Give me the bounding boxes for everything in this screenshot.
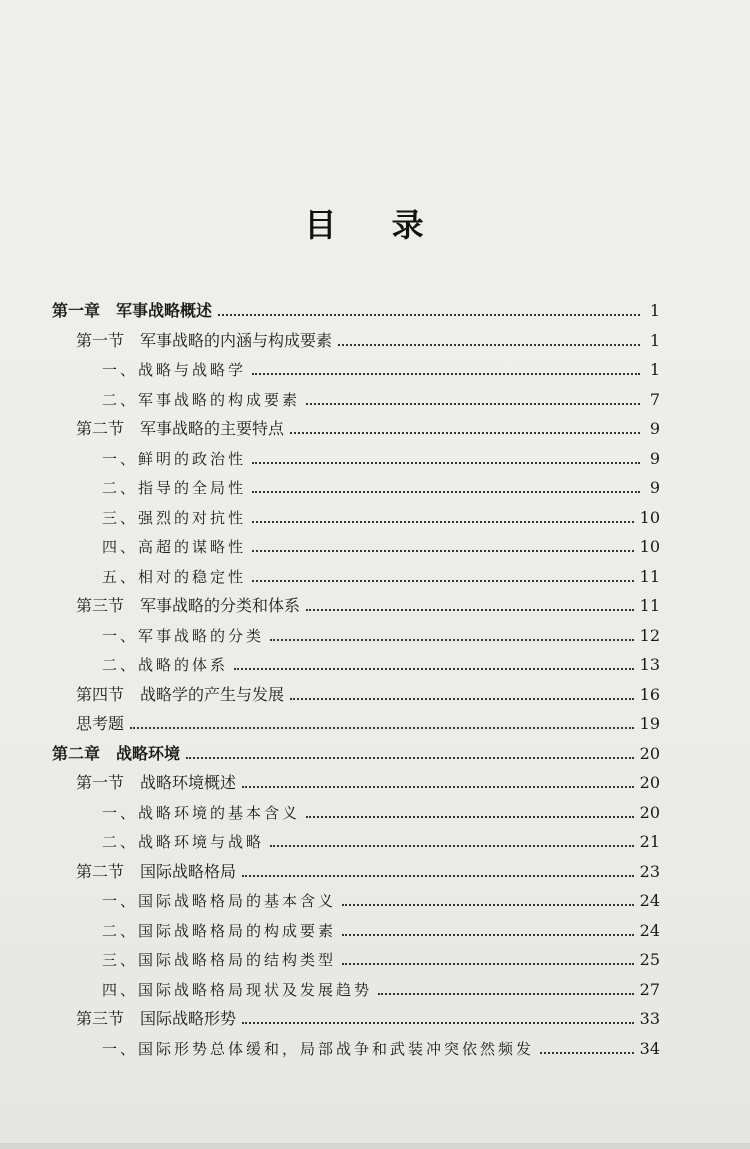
toc-entry-item: [102, 650, 660, 680]
dot-leader: [186, 756, 634, 759]
toc-entry-page: 11: [639, 596, 660, 615]
toc-entry-page: 9: [649, 419, 660, 438]
dot-leader: [342, 962, 634, 965]
toc-entry-page: 25: [639, 950, 660, 969]
toc-entry-page: 33: [639, 1009, 660, 1028]
toc-entry-page: 10: [639, 537, 660, 556]
toc-entry-label: 一、国际战略格局的基本含义: [102, 892, 337, 910]
toc-entry-section: [76, 857, 660, 887]
toc-entry-label: 第四节 战略学的产生与发展: [76, 684, 285, 704]
dot-leader: [540, 1051, 634, 1054]
toc-entry-label: 二、战略的体系: [102, 656, 229, 674]
toc-entry-item: [102, 562, 660, 592]
dot-leader: [306, 608, 634, 611]
dot-leader: [306, 402, 640, 405]
toc-entry-label: 第一章 军事战略概述: [52, 301, 213, 320]
toc-entry-item: [102, 621, 660, 651]
dot-leader: [218, 313, 640, 316]
dot-leader: [234, 667, 634, 670]
toc-entry-label: 第二节 军事战略的主要特点: [76, 419, 285, 438]
toc-entry-section: [76, 326, 660, 356]
toc-entry-item: [102, 503, 660, 533]
dot-leader: [338, 343, 640, 346]
toc-entry-label: 二、指导的全局性: [102, 479, 247, 497]
toc-entry-page: 16: [639, 684, 660, 704]
toc-entry-page: 20: [639, 773, 660, 792]
toc-entry-item: [102, 945, 660, 975]
toc-entry-label: 二、战略环境与战略: [102, 833, 265, 851]
page-title: 目 录: [304, 206, 446, 244]
dot-leader: [130, 726, 634, 729]
toc-entry-label: 一、国际形势总体缓和，局部战争和武装冲突依然频发: [102, 1039, 535, 1058]
toc-entry-label: 五、相对的稳定性: [102, 567, 247, 586]
toc-entry-page: 12: [639, 625, 660, 645]
toc-entry-label: 一、军事战略的分类: [102, 626, 265, 645]
toc-entry-page: 24: [639, 891, 660, 910]
toc-entry-page: 7: [649, 389, 660, 409]
toc-entry-section: [76, 709, 660, 739]
dot-leader: [290, 697, 634, 700]
toc-entry-page: 9: [649, 448, 660, 468]
toc-entry-label: 第二节 国际战略格局: [76, 861, 237, 881]
dot-leader: [252, 490, 640, 493]
dot-leader: [252, 461, 640, 464]
toc-entry-item: [102, 975, 660, 1005]
toc-entry-page: 1: [649, 301, 660, 320]
dot-leader: [252, 549, 634, 552]
toc-entry-page: 24: [639, 920, 660, 940]
dot-leader: [290, 431, 640, 434]
toc-entry-label: 第一节 军事战略的内涵与构成要素: [76, 330, 333, 350]
toc-entry-page: 21: [639, 832, 660, 851]
dot-leader: [242, 785, 634, 788]
toc-entry-label: 第三节 军事战略的分类和体系: [76, 596, 301, 615]
toc-entry-page: 19: [639, 714, 660, 733]
toc-entry-section: [76, 680, 660, 710]
toc-entry-section: [76, 414, 660, 444]
toc-entry-page: 1: [649, 330, 660, 350]
toc-entry-item: [102, 798, 660, 828]
dot-leader: [252, 520, 634, 523]
dot-leader: [252, 579, 634, 582]
toc-entry-label: 四、国际战略格局现状及发展趋势: [102, 980, 373, 999]
toc-entry-page: 10: [639, 507, 660, 527]
toc-entry-page: 13: [639, 655, 660, 674]
toc-entry-item: [102, 355, 660, 385]
toc-entry-item: [102, 886, 660, 916]
toc-entry-page: 20: [639, 802, 660, 822]
toc-entry-label: 第一节 战略环境概述: [76, 773, 237, 792]
toc-entry-label: 四、高超的谋略性: [102, 538, 247, 556]
toc-entry-page: 34: [639, 1038, 660, 1058]
toc-entry-page: 27: [639, 979, 660, 999]
dot-leader: [342, 903, 634, 906]
toc-entry-page: 9: [649, 478, 660, 497]
dot-leader: [342, 933, 634, 936]
toc-entry-item: [102, 444, 660, 474]
toc-entry-item: [102, 916, 660, 946]
toc-entry-chapter: [52, 296, 660, 326]
toc-entry-item: [102, 532, 660, 562]
toc-entry-label: 三、强烈的对抗性: [102, 508, 247, 527]
dot-leader: [270, 844, 634, 847]
toc-entry-page: 20: [639, 743, 660, 763]
toc-entry-label: 三、国际战略格局的结构类型: [102, 951, 337, 969]
dot-leader: [242, 874, 634, 877]
toc-entry-label: 一、战略与战略学: [102, 361, 247, 379]
toc-entry-label: 一、战略环境的基本含义: [102, 803, 301, 822]
toc-entry-item: [102, 473, 660, 503]
toc-entry-page: 23: [639, 861, 660, 881]
toc-entry-section: [76, 591, 660, 621]
page-bottom-edge: [0, 1143, 750, 1149]
dot-leader: [252, 372, 640, 375]
dot-leader: [306, 815, 634, 818]
toc-entry-item: [102, 827, 660, 857]
toc-entry-label: 思考题: [76, 714, 125, 733]
toc-entry-label: 一、鲜明的政治性: [102, 449, 247, 468]
toc-entry-page: 11: [639, 566, 660, 586]
toc-entry-section: [76, 1004, 660, 1034]
toc-entry-label: 第三节 国际战略形势: [76, 1009, 237, 1028]
toc-entry-label: 二、军事战略的构成要素: [102, 390, 301, 409]
dot-leader: [242, 1021, 634, 1024]
dot-leader: [270, 638, 634, 641]
dot-leader: [378, 992, 634, 995]
toc-entry-chapter: [52, 739, 660, 769]
toc-entry-section: [76, 768, 660, 798]
toc-entry-label: 二、国际战略格局的构成要素: [102, 921, 337, 940]
toc-entry-item: [102, 385, 660, 415]
toc-entry-item: [102, 1034, 660, 1064]
toc-entry-page: 1: [649, 360, 660, 379]
toc-entry-label: 第二章 战略环境: [52, 743, 181, 763]
